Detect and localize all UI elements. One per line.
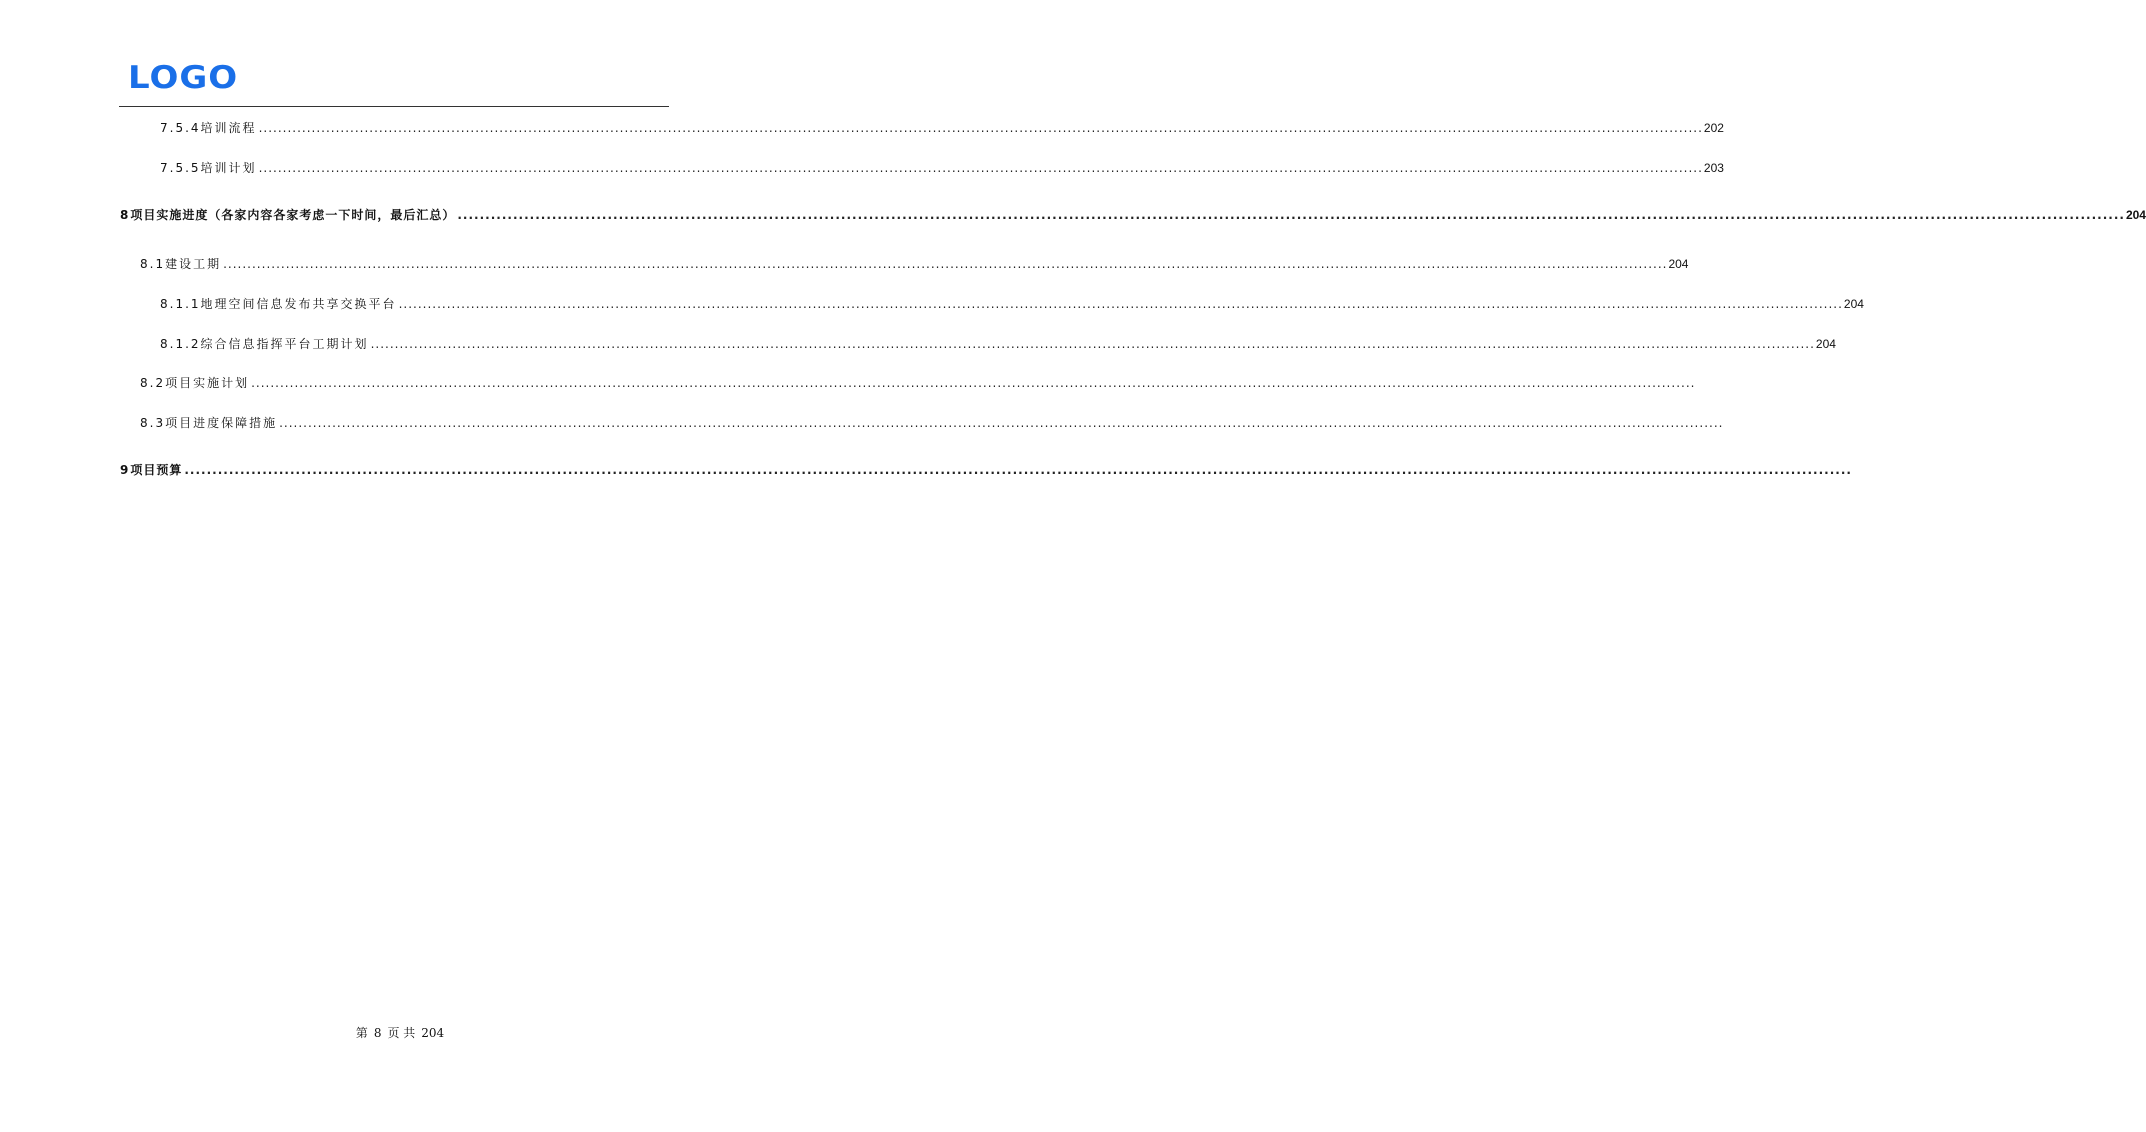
- toc-leader: ............................................................................................................................................................................................................................................................................................................: [398, 297, 1843, 311]
- toc-title: 建设工期: [165, 257, 222, 271]
- toc-title: 综合信息指挥平台工期计划: [200, 337, 369, 351]
- toc-title: 项目预算: [130, 463, 183, 477]
- toc-page-number: 204: [2125, 208, 2146, 222]
- toc-number: 8.3: [140, 416, 166, 430]
- toc-entry[interactable]: [160, 160, 1724, 176]
- toc-title: 项目实施进度（各家内容各家考虑一下时间，最后汇总）: [130, 208, 456, 222]
- footer-total-pages: 204: [421, 1026, 445, 1040]
- toc-title: 培训流程: [200, 121, 257, 135]
- logo: LOGO: [128, 59, 239, 97]
- toc-title: 项目进度保障措施: [165, 416, 278, 430]
- toc-leader: ............................................................................................................................................................................................................................................................................................................: [258, 161, 1703, 175]
- toc-number: 7.5.4: [160, 121, 201, 135]
- toc-number: 8.2: [140, 376, 166, 390]
- toc-entry[interactable]: [120, 207, 2146, 223]
- footer-page-number: 8: [373, 1026, 382, 1040]
- toc-leader: ............................................................................................................................................................................................................................................................................................................: [457, 208, 2125, 222]
- footer-middle: 页 共: [387, 1026, 416, 1040]
- toc-number: 8.1: [140, 257, 166, 271]
- toc-page-number: 204: [1843, 297, 1864, 311]
- toc-page-number: 202: [1703, 121, 1724, 135]
- toc-leader: ............................................................................................................................................................................................................................................................................................................: [279, 416, 1724, 430]
- toc-title: 培训计划: [200, 161, 257, 175]
- toc-leader: ............................................................................................................................................................................................................................................................................................................: [370, 337, 1815, 351]
- toc-title: 地理空间信息发布共享交换平台: [200, 297, 397, 311]
- toc-entry[interactable]: [120, 462, 1852, 478]
- toc-leader: ............................................................................................................................................................................................................................................................................................................: [184, 463, 1852, 477]
- toc-page-number: 204: [1668, 257, 1689, 271]
- toc-title: 项目实施计划: [165, 376, 250, 390]
- toc-entry[interactable]: [160, 120, 1724, 136]
- toc-entry[interactable]: [160, 336, 1836, 352]
- header-divider: [119, 106, 669, 107]
- toc-entry[interactable]: [140, 375, 1696, 391]
- toc-leader: ............................................................................................................................................................................................................................................................................................................: [258, 121, 1703, 135]
- toc-number: 9: [120, 463, 131, 477]
- toc-number: 8: [120, 208, 131, 222]
- footer-prefix: 第: [355, 1026, 368, 1040]
- toc-page-number: 203: [1703, 161, 1724, 175]
- page-footer: [0, 1024, 800, 1041]
- toc-number: 8.1.1: [160, 297, 201, 311]
- toc-leader: ............................................................................................................................................................................................................................................................................................................: [223, 257, 1668, 271]
- toc-entry[interactable]: [160, 296, 1864, 312]
- toc-entry[interactable]: [140, 256, 1689, 272]
- toc-leader: ............................................................................................................................................................................................................................................................................................................: [251, 376, 1696, 390]
- toc-entry[interactable]: [140, 415, 1724, 431]
- toc-number: 7.5.5: [160, 161, 201, 175]
- toc-page-number: 204: [1815, 337, 1836, 351]
- toc-number: 8.1.2: [160, 337, 201, 351]
